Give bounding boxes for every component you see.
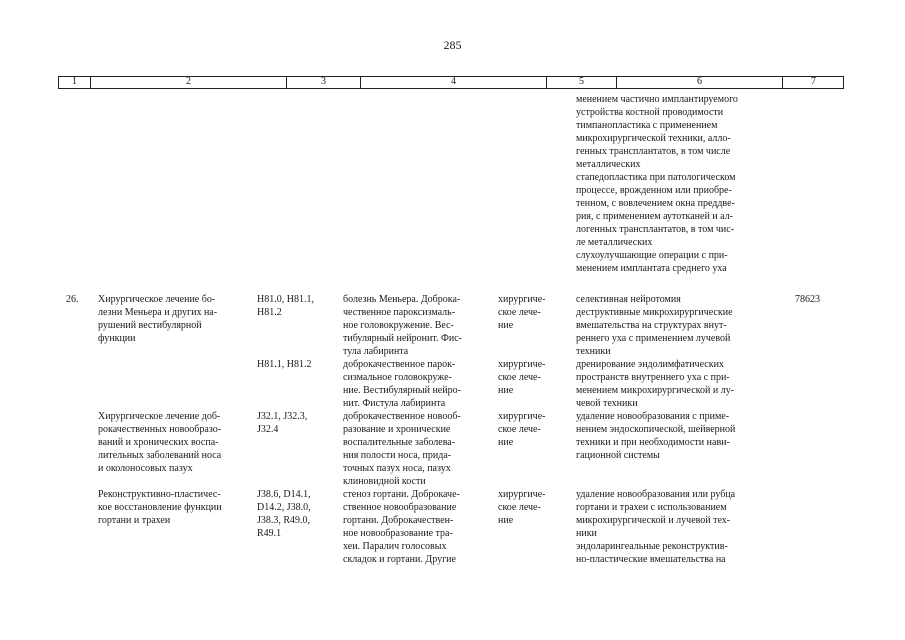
group-3-codes: J32.1, J32.3, J32.4 bbox=[257, 411, 308, 435]
column-header-7: 7 bbox=[782, 76, 844, 88]
group-4-method: удаление новообразования или рубца гортани и трахеи с использованием микрохирургической и лучевой тех- ники эндоларингеальные реконструктив- но-пластические вмешательства на bbox=[576, 489, 736, 565]
continuation-methods: менением частично имплантируемого устройства костной проводимости тимпанопластика с применением микрохирургической техники, алло- генных трансплантатов, в том числе металлических стапедопластика при патологическом процессе, врожденном или приобре- тенном, с вовлечением окна преддве- рия, с применением аутотканей и ал- логенных трансплантатов, в том чис- ле металлических слухоулучшающие операции с при- менением имплантата среднего уха bbox=[576, 94, 738, 274]
group-4-diagnosis: стеноз гортани. Доброкаче- ственное новообразование гортани. Доброкачествен- ное новообразование тра- хеи. Паралич голосовых складок и гортани. Другие bbox=[343, 489, 460, 565]
column-header-2: 2 bbox=[90, 76, 286, 88]
column-header-row bbox=[58, 76, 844, 88]
row-price: 78623 bbox=[795, 294, 820, 305]
group-2-diagnosis: доброкачественное парок- сизмальное головокруже- ние. Вестибулярный нейро- нит. Фистула лабиринта bbox=[343, 359, 461, 409]
group-3-treatment: хирургиче- ское лече- ние bbox=[498, 411, 546, 448]
group-4-treatment: хирургиче- ское лече- ние bbox=[498, 489, 546, 526]
row-number: 26. bbox=[66, 294, 79, 305]
group-1-method: селективная нейротомия деструктивные микрохирургические вмешательства на структурах внут- реннего уха с применением лучевой техники bbox=[576, 294, 733, 357]
column-header-5: 5 bbox=[546, 76, 616, 88]
column-header-4: 4 bbox=[360, 76, 546, 88]
group-1-codes: H81.0, H81.1, H81.2 bbox=[257, 294, 314, 318]
group-4-name: Реконструктивно-пластичес- кое восстановление функции гортани и трахеи bbox=[98, 489, 222, 526]
group-3-method: удаление новообразования с приме- нением эндоскопической, шейверной техники и при необходимости нави- гационной системы bbox=[576, 411, 736, 461]
header-bottom-rule bbox=[58, 88, 844, 89]
page-number: 285 bbox=[443, 38, 462, 52]
group-3-diagnosis: доброкачественное новооб- разование и хронические воспалительные заболева- ния полости носа, прида- точных пазух носа, пазух клиновидной кости bbox=[343, 411, 461, 487]
group-3-name: Хирургическое лечение доб- рокачественных новообразо- ваний и хронических воспа- лительных заболеваний носа и околоносовых пазух bbox=[98, 411, 222, 474]
group-1-diagnosis: болезнь Меньера. Доброка- чественное пароксизмаль- ное головокружение. Вес- тибулярный нейронит. Фис- тула лабиринта bbox=[343, 294, 462, 357]
group-1-treatment: хирургиче- ское лече- ние bbox=[498, 294, 546, 331]
group-1-name: Хирургическое лечение бо- лезни Меньера и других на- рушений вестибулярной функции bbox=[98, 294, 218, 344]
column-header-6: 6 bbox=[616, 76, 782, 88]
column-header-3: 3 bbox=[286, 76, 360, 88]
group-2-treatment: хирургиче- ское лече- ние bbox=[498, 359, 546, 396]
header-right-rule bbox=[843, 76, 844, 89]
group-4-codes: J38.6, D14.1, D14.2, J38.0, J38.3, R49.0, R49.1 bbox=[257, 489, 311, 539]
group-2-method: дренирование эндолимфатических пространств внутреннего уха с при- менением микрохирургической и лу- чевой техники bbox=[576, 359, 735, 409]
column-header-1: 1 bbox=[58, 76, 90, 88]
group-2-codes: H81.1, H81.2 bbox=[257, 359, 312, 370]
